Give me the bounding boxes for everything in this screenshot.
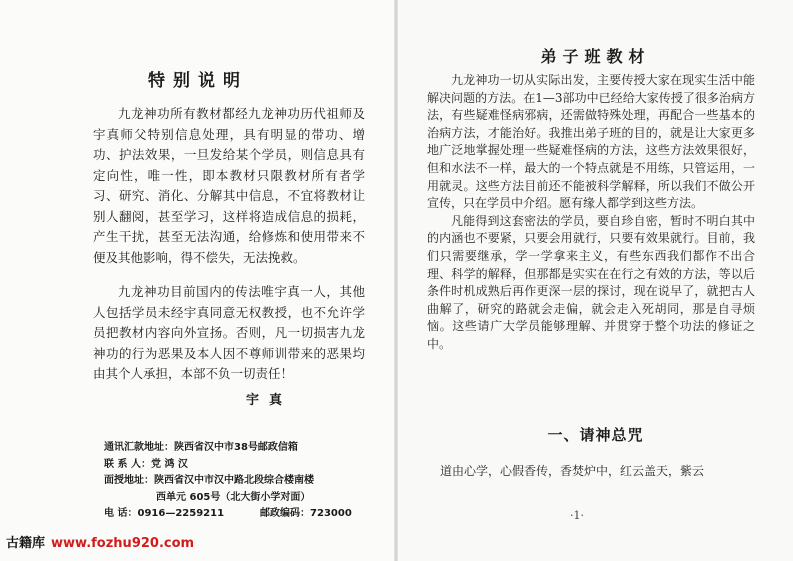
right-paragraph-2: 凡能得到这套密法的学员，要自珍自密，暂时不明白其中的内涵也不要紧，只要会用就行，只要有效果就行。目前，我们只需要继承，学一学拿来主义，有些东西我们都作不出合理、科学的解释，但那都是实实在在行之有效的方法，等以后条件时机成熟后再作更深一层的探讨，现在说早了，就把古人曲解了，研究的路就会走偏，就会走入死胡同，那是自寻烦恼。这些请广大学员能够理解、并贯穿于整个功法的修证之中。 xyxy=(427,213,755,351)
visit-address-row-2 xyxy=(104,490,384,507)
left-paragraph-2: 九龙神功目前国内的传法唯宇真一人，其他人包括学员未经宇真同意无权教授，也不允许学员把教材内容向外宣扬。否则，凡一切损害九龙神功的行为恶果及本人因不尊师训带来的恶果均由其个人承担，本部不负一切责任！ xyxy=(93,284,365,381)
left-page-title: 特别说明 xyxy=(148,71,248,91)
mail-address-label: 通讯汇款地址： xyxy=(104,442,174,453)
page-number: ·1· xyxy=(570,509,584,522)
contact-person-row xyxy=(104,457,384,474)
visit-address-value-1: 陕西省汉中市汉中路北段综合楼南楼 xyxy=(154,475,314,486)
visit-address-row xyxy=(104,473,384,490)
contact-block xyxy=(104,440,384,523)
section-heading: 一、请神总咒 xyxy=(547,426,644,444)
contact-person-label: 联 系 人： xyxy=(104,458,151,470)
right-page-title: 弟子班教材 xyxy=(540,47,651,66)
site-watermark xyxy=(6,532,194,551)
zip-label: 邮政编码： xyxy=(260,508,311,519)
right-page-body xyxy=(427,72,755,354)
site-name: 古籍库 xyxy=(6,536,46,551)
incantation-first-line: 道由心学，心假香传，香焚炉中，红云盖天，紫云 xyxy=(440,464,705,478)
site-url: www.fozhu920.com xyxy=(51,536,195,551)
phone-label: 电 话： xyxy=(104,508,138,519)
signature: 宇真 xyxy=(246,393,293,408)
phone-value: 0916—2259211 xyxy=(137,508,225,519)
contact-person-value: 党 鸿 汉 xyxy=(150,458,188,470)
phone-row xyxy=(104,506,384,523)
right-paragraph-1: 九龙神功一切从实际出发，主要传授大家在现实生活中能解决问题的方法。在1—3部功中已经给大家传授了很多治病方法，有些疑难怪病邪病，还需做特殊处理，再配合一些基本的治病方法，才能治好。我推出弟子班的目的，就是让大家更多地广泛地掌握处理一些疑难怪病的方法，这些方法效果很好，但和水法不一样，最大的一个特点就是不用练，只管运用，一用就灵。这些方法目前还不能被科学解释，所以我们不做公开宣传，只在学员中介绍。愿有缘人都学到这些方法。 xyxy=(427,73,755,211)
mail-address-value: 陕西省汉中市38号邮政信箱 xyxy=(174,442,298,453)
visit-address-value-2: 西单元 605号（北大街小学对面） xyxy=(156,491,311,503)
left-paragraph-1: 九龙神功所有教材都经九龙神功历代祖师及宇真师父特别信息处理，具有明显的带功、增功、护法效果，一旦发给某个学员，则信息具有定向性，唯一性，即本教材只限教材所有者学习、研究、消化、分解其中信息，不宜将教材让别人翻阅，甚至学习，这样将造成信息的损耗，产生干扰，甚至无法沟通，给修炼和使用带来不便及其他影响，得不偿失，无法挽救。 xyxy=(93,106,365,265)
mail-address-row xyxy=(104,440,384,457)
left-page-body xyxy=(93,104,365,385)
visit-address-label: 面授地址： xyxy=(104,475,154,486)
zip-value: 723000 xyxy=(310,508,352,519)
